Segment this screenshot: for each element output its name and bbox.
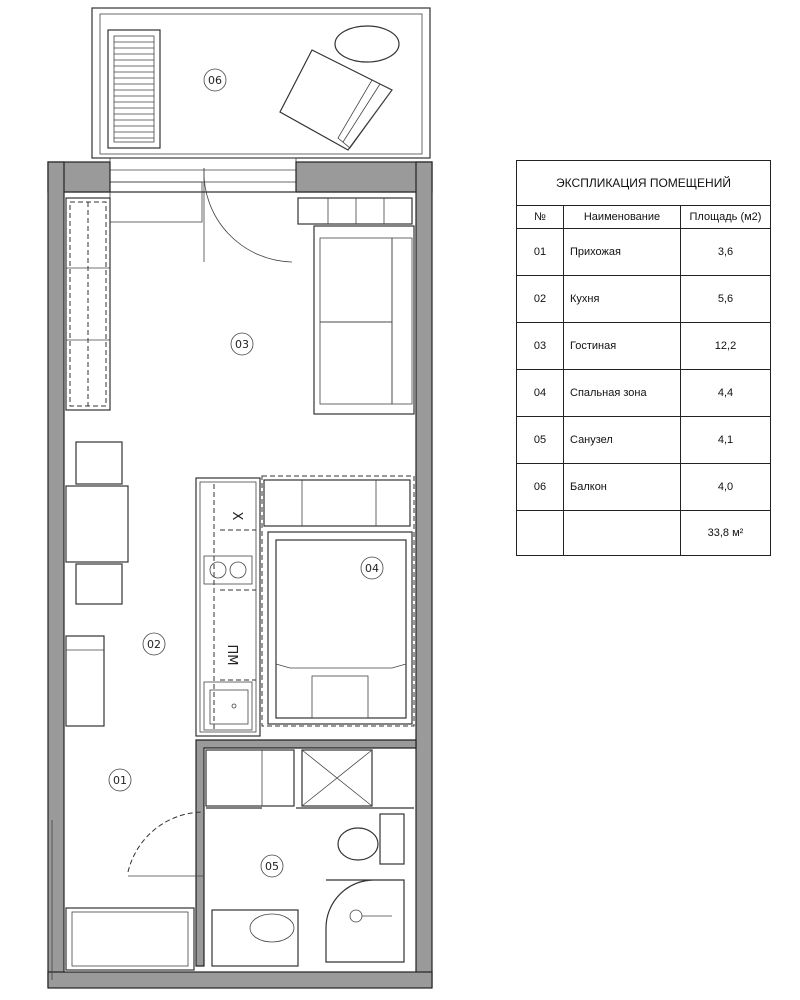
room-name: Прихожая xyxy=(564,229,681,276)
room-name: Санузел xyxy=(564,417,681,464)
bed xyxy=(268,532,412,724)
balcony xyxy=(92,8,430,158)
col-header-name: Наименование xyxy=(564,206,681,229)
room-area: 3,6 xyxy=(681,229,771,276)
table-row xyxy=(517,229,771,276)
room-no: 01 xyxy=(517,229,564,276)
room-no: 03 xyxy=(517,323,564,370)
room-name: Кухня xyxy=(564,276,681,323)
balcony-side-table xyxy=(335,26,399,62)
room-marker-05 xyxy=(261,855,283,877)
legend-title-row xyxy=(517,161,771,206)
toilet xyxy=(338,814,404,864)
total-empty-no xyxy=(517,511,564,556)
total-area: 33,8 м² xyxy=(681,511,771,556)
svg-text:04: 04 xyxy=(365,562,379,575)
room-marker-03 xyxy=(231,333,253,355)
room-area: 12,2 xyxy=(681,323,771,370)
dishwasher-mark: ПМ xyxy=(224,644,239,666)
room-schedule-table xyxy=(516,160,771,556)
shower xyxy=(326,880,404,962)
svg-text:01: 01 xyxy=(113,774,127,787)
total-row xyxy=(517,511,771,556)
table-row xyxy=(517,370,771,417)
kitchen-cabinet xyxy=(66,636,104,726)
table-row xyxy=(517,276,771,323)
room-area: 5,6 xyxy=(681,276,771,323)
room-marker-02 xyxy=(143,633,165,655)
room-area: 4,1 xyxy=(681,417,771,464)
room-name: Балкон xyxy=(564,464,681,511)
table-row xyxy=(517,417,771,464)
sofa xyxy=(314,226,414,414)
lounge-chair xyxy=(280,50,392,150)
entrance-wardrobe xyxy=(66,908,194,970)
svg-text:03: 03 xyxy=(235,338,249,351)
wall-shelf xyxy=(298,198,412,224)
room-no: 05 xyxy=(517,417,564,464)
room-no: 04 xyxy=(517,370,564,417)
table-row xyxy=(517,323,771,370)
svg-text:05: 05 xyxy=(265,860,279,873)
dining-set xyxy=(66,442,128,604)
col-header-no: № xyxy=(517,206,564,229)
room-area: 4,4 xyxy=(681,370,771,417)
wardrobe xyxy=(66,198,110,410)
room-no: 02 xyxy=(517,276,564,323)
room-name: Спальная зона xyxy=(564,370,681,417)
kitchen-worktop xyxy=(196,478,260,736)
svg-text:02: 02 xyxy=(147,638,161,651)
legend-title: ЭКСПЛИКАЦИЯ ПОМЕЩЕНИЙ xyxy=(517,161,771,206)
room-name: Гостиная xyxy=(564,323,681,370)
svg-text:06: 06 xyxy=(208,74,222,87)
legend-header-row xyxy=(517,206,771,229)
bathroom-door-swing xyxy=(128,812,204,872)
stove-mark: X xyxy=(229,511,244,521)
sleeping-zone xyxy=(262,476,414,726)
room-marker-01 xyxy=(109,769,131,791)
col-header-area: Площадь (м2) xyxy=(681,206,771,229)
room-area: 4,0 xyxy=(681,464,771,511)
room-no: 06 xyxy=(517,464,564,511)
table-row xyxy=(517,464,771,511)
balcony-stool xyxy=(108,30,160,148)
room-marker-06 xyxy=(204,69,226,91)
washbasin xyxy=(212,910,298,966)
total-empty-name xyxy=(564,511,681,556)
balcony-window xyxy=(110,158,296,262)
